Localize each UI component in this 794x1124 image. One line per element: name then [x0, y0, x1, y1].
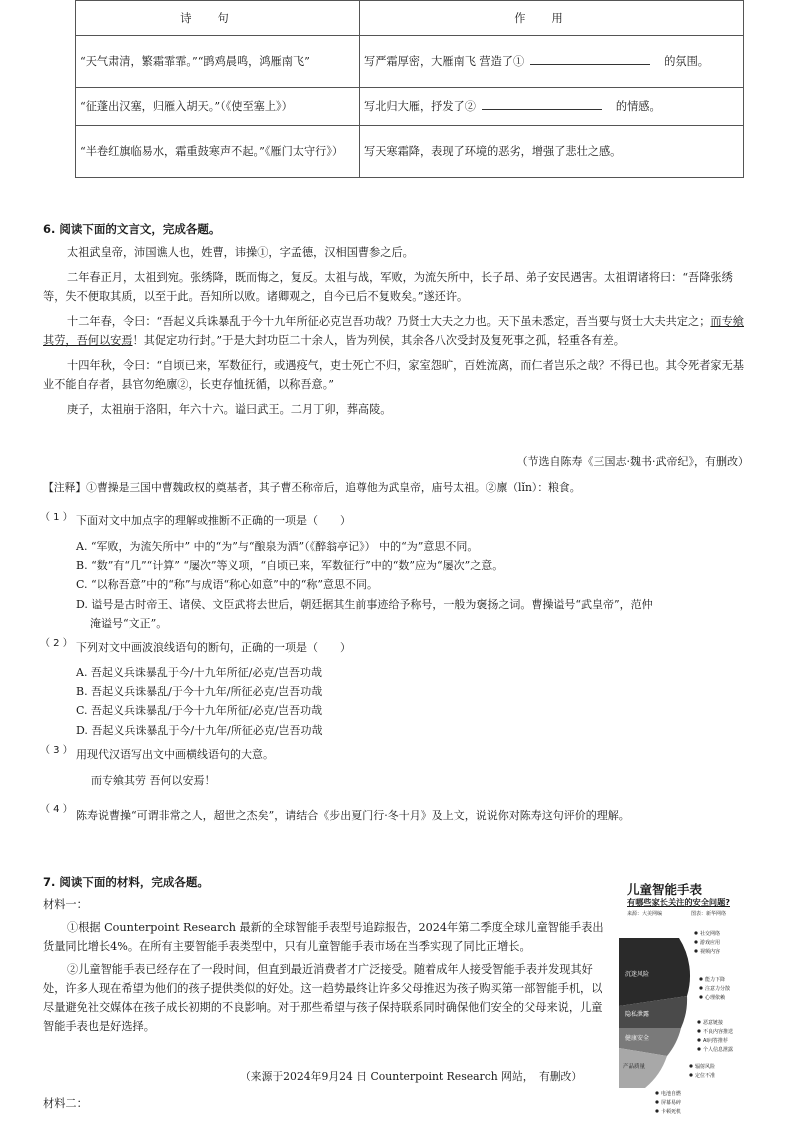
- q6-heading: 6. 阅读下面的文言文，完成各题。: [43, 222, 221, 236]
- infographic-title: 儿童智能手表: [627, 882, 703, 897]
- q6-passage: [43, 243, 749, 419]
- table-row: [76, 36, 744, 88]
- table-header-effect: 作用: [360, 1, 744, 36]
- option-c[interactable]: C. 吾起义兵诛暴乱/于今十九年所征/必克/岂吾功哉: [76, 704, 323, 718]
- option-d[interactable]: D. 吾起义兵诛暴乱于今/十九年/所征必克/岂吾功哉: [76, 723, 323, 737]
- infographic: [619, 880, 757, 1123]
- poem-cell: “天气肃清，繁霜霏霏。”“鹍鸡晨鸣，鸿雁南飞”: [76, 36, 360, 88]
- q6-note: 【注释】①曹操是三国中曹魏政权的奠基者，其子曹丕称帝后，追尊他为武皇帝，庙号太祖。②廪（lǐn）：粮食。: [43, 481, 581, 494]
- table-header-poem: 诗句: [76, 1, 360, 36]
- para-3-text: 十二年春，令曰：“吾起义兵诛暴乱于今十九年所征必克岂吾功哉？乃贤士大夫之力也。天下虽未悉定，吾当要与贤士大夫共定之；: [67, 315, 711, 328]
- svg-text:电池自燃: 电池自燃: [661, 1091, 682, 1097]
- poem-cell: “征蓬出汉塞，归雁入胡天。”（《使至塞上》）: [76, 88, 360, 126]
- passage-para-4: 十四年秋，令曰：“自顷已来，军数征行，或遇疫气，吏士死亡不归，家室怨旷，百姓流离，而仁者岂乐之哉？不得已也。其令死者家无基业不能自存者，县官勿绝廪②，长吏存恤抚循，以称吾意。”: [43, 359, 744, 391]
- effect-cell: [360, 36, 744, 88]
- option-a[interactable]: A. “军败，为流矢所中” 中的“为”与“酿泉为酒”（《醉翁亭记》） 中的“为”意思不同。: [76, 540, 479, 553]
- subq-stem: 用现代汉语写出文中画横线语句的大意。: [76, 748, 274, 761]
- effect-text: 写天寒霜降，表现了环境的恶劣，增强了悲壮之感。: [364, 145, 622, 158]
- effect-text: 写严霜厚密，大雁南飞 营造了①: [364, 55, 525, 68]
- segment-label: 隐私泄露: [625, 1011, 650, 1018]
- segment-label: 健康安全: [625, 1035, 650, 1042]
- svg-text:AI问答推荐: AI问答推荐: [703, 1038, 728, 1044]
- effect-text: 写北归大雁，抒发了②: [364, 100, 476, 113]
- material-para-2: ②儿童智能手表已经存在了一段时间，但直到最近消费者才广泛接受。随着成年人接受智能手表并发现其好处，许多人现在希望为他们的孩子提供类似的好处。这一趋势最终让许多父母推迟为孩子购买第一部智能手机，以尽量避免社交媒体在孩子成长初期的不良影响。对于那些希望与孩子保持联系同时确保他们安全的父母来说，儿童智能手表也是好选择。: [43, 963, 603, 1033]
- subq-stem: 下列对文中画波浪线语句的断句，正确的一项是（ ）: [76, 641, 351, 654]
- q7-heading: 7. 阅读下面的材料，完成各题。: [43, 875, 209, 889]
- passage-para-2: 二年春正月，太祖到宛。张绣降，既而悔之，复反。太祖与战，军败，为流矢所中，长子昂、弟子安民遇害。太祖谓诸将曰：“吾降张绣等，失不便取其质，以至于此。吾知所以败。诸卿观之，自今已后不复败矣。”遂还许。: [43, 271, 733, 303]
- material-1-body: [43, 918, 609, 1036]
- passage-para-3: [43, 312, 749, 350]
- svg-text:卡顿死机: 卡顿死机: [661, 1109, 682, 1115]
- passage-para-5: 庚子，太祖崩于洛阳，年六十六。谥曰武王。二月丁卯，葬高陵。: [67, 403, 392, 416]
- subq-number: （ 4 ）: [40, 804, 73, 815]
- answer-blank[interactable]: [530, 54, 650, 65]
- poem-cell: “半卷红旗临易水，霜重鼓寒声不起。”《雁门太守行》）: [76, 126, 360, 178]
- para-3-text-end: ！其促定功行封。”于是大封功臣二十余人，皆为列侯，其余各八次受封及复死事之孤，轻重各有差。: [132, 334, 625, 347]
- option-a[interactable]: A. 吾起义兵诛暴乱于今/十九年所征/必克/岂吾功哉: [76, 666, 323, 679]
- option-c[interactable]: C. “以称吾意”中的“称”与成语“称心如意”中的“称”意思不同。: [76, 578, 379, 592]
- effect-cell: [360, 126, 744, 178]
- infographic-subtitle: 有哪些家长关注的安全问题?: [627, 897, 730, 907]
- subq-stem: 陈寿说曹操“可谓非常之人，超世之杰矣”，请结合《步出夏门行·冬十月》及上文，说说你对陈寿这句评价的理解。: [76, 809, 630, 822]
- svg-text:辐射风险: 辐射风险: [695, 1064, 716, 1070]
- option-b[interactable]: B. “数”有“几”“计算” “屡次”等义项，“自顷已来，军数征行”中的“数”应为“屡次”之意。: [76, 559, 504, 573]
- material-1-label: 材料一：: [43, 898, 88, 911]
- svg-text:社交网络: 社交网络: [700, 931, 721, 937]
- option-d-cont: 淹谥号“文正”。: [90, 616, 168, 630]
- infographic-meta-left: 来源：大美网编: [627, 911, 663, 917]
- segment-label: 沉迷风险: [625, 971, 650, 978]
- answer-blank[interactable]: [482, 99, 602, 110]
- svg-text:视频内容: 视频内容: [700, 949, 721, 955]
- svg-text:能力下降: 能力下降: [705, 977, 726, 983]
- effect-text-end: 的氛围。: [664, 55, 709, 68]
- subq-stem: 下面对文中加点字的理解或推断不正确的一项是（ ）: [76, 514, 351, 527]
- svg-text:屏幕易碎: 屏幕易碎: [661, 1100, 682, 1106]
- subq-number: （ 2 ）: [40, 638, 73, 649]
- subq-number: （ 3 ）: [40, 745, 73, 756]
- material-2-label: 材料二：: [43, 1097, 88, 1110]
- table-row: [76, 88, 744, 126]
- svg-text:不良内容推送: 不良内容推送: [703, 1029, 734, 1035]
- poem-table: [75, 0, 744, 178]
- effect-text-end: 的情感。: [615, 100, 661, 113]
- table-header-row: [76, 1, 744, 36]
- segment-label: 产品质量: [623, 1064, 646, 1070]
- effect-cell: [360, 88, 744, 126]
- svg-text:恶意链接: 恶意链接: [703, 1020, 724, 1026]
- table-row: [76, 126, 744, 178]
- option-d[interactable]: D. 谥号是古时帝王、诸侯、文臣武将去世后，朝廷据其生前事迹给予称号，一般为褒扬之词。曹操谥号“武皇帝”，范仲: [76, 597, 653, 611]
- infographic-fan-chart: [619, 918, 757, 1123]
- q6-source: （节选自陈寿《三国志·魏书·武帝纪》，有删改）: [516, 455, 749, 468]
- material-1-source: （来源于2024年9月24 日 Counterpoint Research 网站， 有删改）: [240, 1070, 583, 1083]
- subq2-options: [76, 663, 746, 740]
- svg-text:心理依赖: 心理依赖: [705, 995, 726, 1001]
- subq-number: （ 1 ）: [40, 512, 73, 523]
- svg-text:注意力分散: 注意力分散: [705, 986, 731, 992]
- svg-text:个人信息泄露: 个人信息泄露: [703, 1047, 734, 1053]
- underlined-sentence: 而专飨其劳，吾何以安焉: [43, 315, 744, 347]
- option-b[interactable]: B. 吾起义兵诛暴乱/于今十九年/所征必克/岂吾功哉: [76, 685, 323, 699]
- passage-para-1: 太祖武皇帝，沛国谯人也，姓曹，讳操①，字孟德，汉相国曹参之后。: [67, 246, 414, 259]
- subq3-sentence: 而专飨其劳 吾何以安焉！: [91, 774, 216, 787]
- infographic-meta-right: 图表：新华网络: [691, 911, 727, 917]
- svg-text:游戏应用: 游戏应用: [700, 940, 721, 946]
- svg-text:定位不准: 定位不准: [695, 1073, 716, 1079]
- subq1-options: [76, 537, 746, 633]
- material-para-1: ①根据 Counterpoint Research 最新的全球智能手表型号追踪报告，2024年第二季度全球儿童智能手表出货量同比增长4%。在所有主要智能手表类型中，只有儿童智能手表市场在当季实现了同比正增长。: [43, 921, 604, 953]
